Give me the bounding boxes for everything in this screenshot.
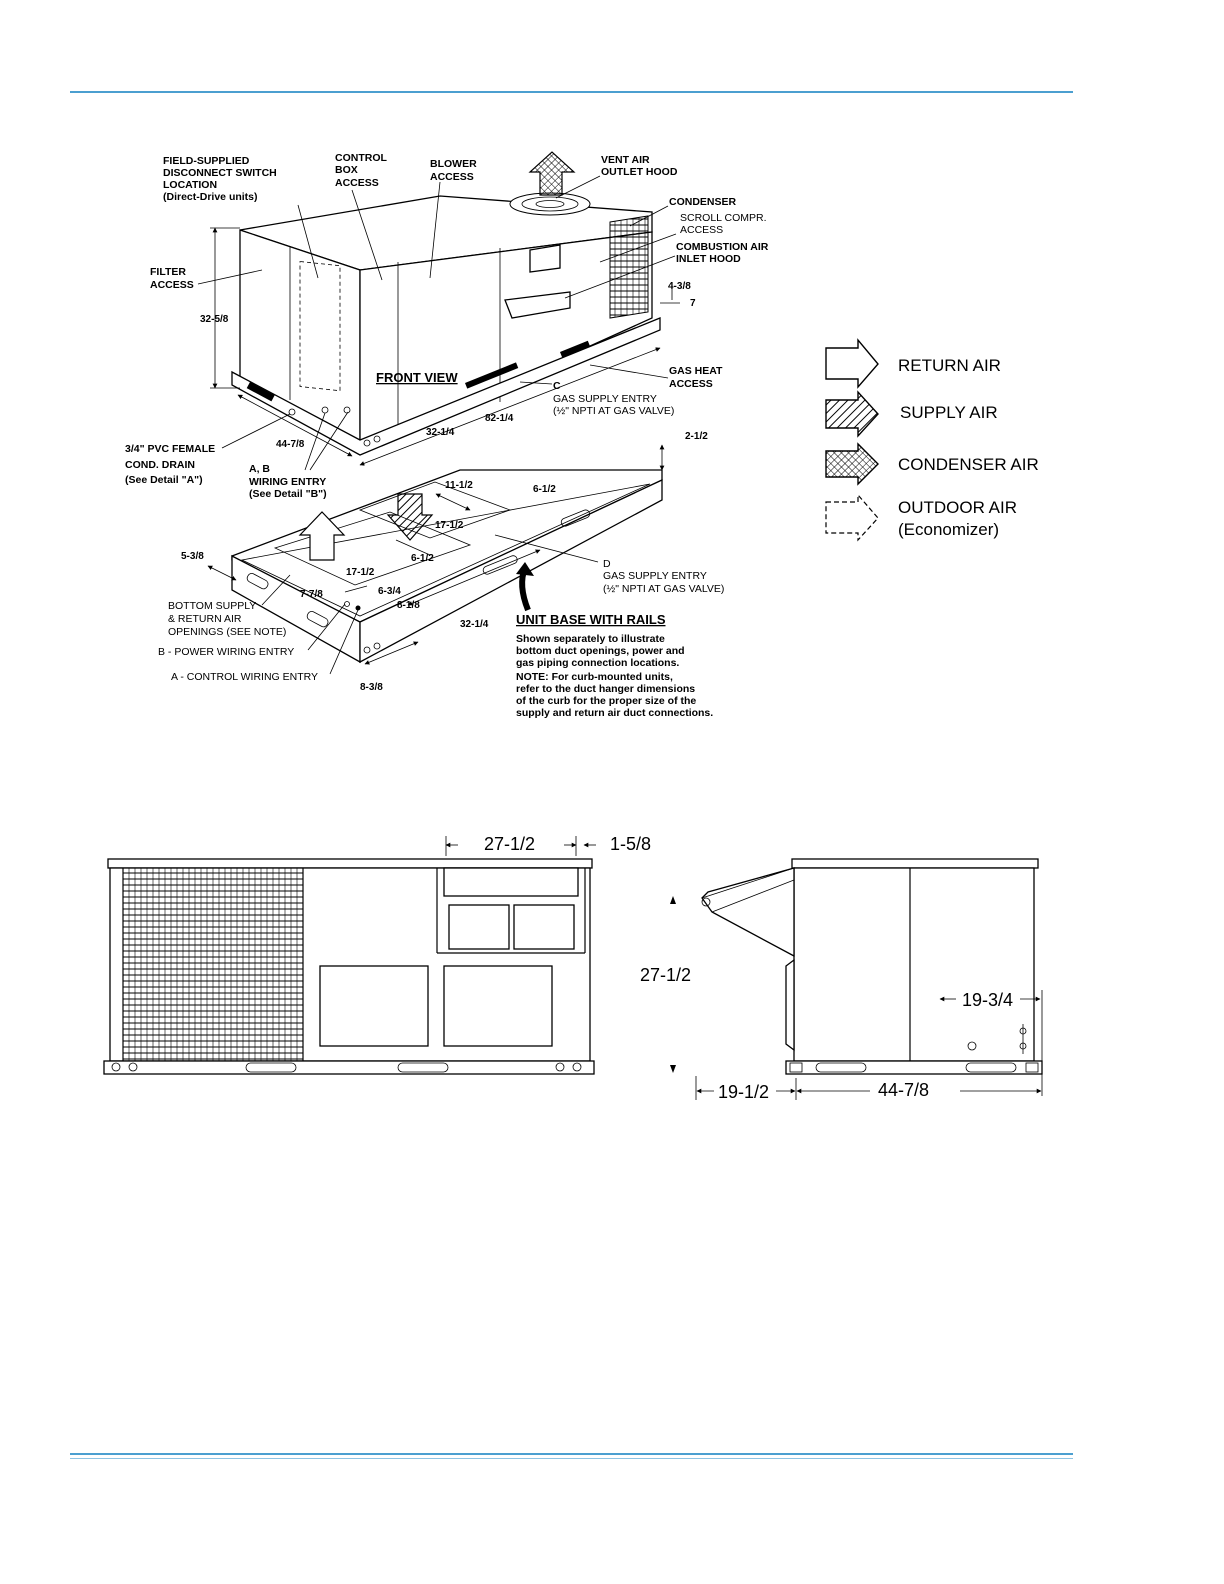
label-openings: OPENINGS (SEE NOTE): [168, 626, 287, 638]
label-vent-air: VENT AIR: [601, 154, 650, 166]
label-npt-d: (½" NPTI AT GAS VALVE): [603, 583, 725, 595]
dim-side-19-1-2: 19-1/2: [718, 1082, 770, 1102]
label-field-supplied: FIELD-SUPPLIED: [163, 155, 250, 167]
dim-7: 7: [690, 298, 696, 309]
label-cond-drain: COND. DRAIN: [125, 459, 195, 471]
label-combustion-air: COMBUSTION AIR: [676, 241, 769, 253]
note-line-3: gas piping connection locations.: [516, 657, 680, 669]
dim-6-1-2-a: 6-1/2: [533, 484, 556, 495]
condenser-air-arrow-icon: [826, 444, 878, 484]
dim-2-1-2: 2-1/2: [685, 431, 708, 442]
dim-6-1-2-b: 6-1/2: [411, 553, 434, 564]
label-filter: FILTER: [150, 266, 186, 278]
dim-17-1-2-a: 17-1/2: [435, 520, 464, 531]
label-control-wiring: A - CONTROL WIRING ENTRY: [171, 671, 319, 683]
legend-economizer: (Economizer): [898, 520, 1000, 539]
label-control: CONTROL: [335, 152, 387, 164]
note-line-2: bottom duct openings, power and: [516, 645, 685, 657]
label-unit-base: UNIT BASE WITH RAILS: [516, 612, 666, 627]
return-air-arrow-icon: [826, 340, 878, 387]
label-blower-access: ACCESS: [430, 171, 474, 183]
label-c: C: [553, 380, 561, 392]
label-outlet-hood: OUTLET HOOD: [601, 166, 678, 178]
supply-air-arrow-icon: [826, 392, 878, 436]
airflow-legend: [826, 340, 1039, 540]
label-filter-access: ACCESS: [150, 279, 194, 291]
label-pvc-drain: 3/4" PVC FEMALE: [125, 443, 216, 455]
label-blower: BLOWER: [430, 158, 477, 170]
dim-44-7-8: 44-7/8: [276, 439, 305, 450]
dim-32-1-4-b: 32-1/4: [460, 619, 489, 630]
dim-8-3-8: 8-3/8: [360, 682, 383, 693]
label-wiring-entry: WIRING ENTRY: [249, 476, 327, 488]
label-inlet-hood: INLET HOOD: [676, 253, 741, 265]
side-elevation-drawing: [640, 859, 1042, 1102]
dim-side-27-1-2: 27-1/2: [640, 965, 692, 985]
note-line-1: Shown separately to illustrate: [516, 633, 665, 645]
label-box: BOX: [335, 164, 358, 176]
label-see-detail-a: (See Detail "A"): [125, 474, 203, 486]
dim-front-1-5-8: 1-5/8: [610, 834, 652, 854]
label-d: D: [603, 558, 611, 570]
outdoor-air-arrow-icon: [826, 495, 878, 540]
note-line-5: refer to the duct hanger dimensions: [516, 683, 696, 695]
dim-8-1-8: 8-1/8: [397, 600, 420, 611]
label-direct-drive: (Direct-Drive units): [163, 191, 258, 203]
dim-4-3-8: 4-3/8: [668, 281, 691, 292]
label-scroll-compr: SCROLL COMPR.: [680, 212, 767, 224]
label-front-view: FRONT VIEW: [376, 370, 458, 385]
label-gas-supply-c: GAS SUPPLY ENTRY: [553, 393, 657, 405]
dim-32-5-8: 32-5/8: [200, 314, 229, 325]
dim-7-7-8: 7-7/8: [300, 589, 323, 600]
legend-return-air: RETURN AIR: [898, 356, 1001, 375]
label-location: LOCATION: [163, 179, 218, 191]
dim-17-1-2-b: 17-1/2: [346, 567, 375, 578]
legend-outdoor-air: OUTDOOR AIR: [898, 498, 1018, 517]
dim-side-19-3-4: 19-3/4: [962, 990, 1014, 1010]
label-return-air: & RETURN AIR: [168, 613, 242, 625]
label-scroll-access: ACCESS: [680, 224, 724, 236]
label-see-detail-b: (See Detail "B"): [249, 488, 327, 500]
label-ab: A, B: [249, 463, 270, 475]
label-bottom-supply: BOTTOM SUPPLY: [168, 600, 257, 612]
label-disconnect-switch: DISCONNECT SWITCH: [163, 167, 277, 179]
front-elevation-drawing: [104, 834, 651, 1074]
label-power-wiring: B - POWER WIRING ENTRY: [158, 646, 295, 658]
dim-11-1-2: 11-1/2: [445, 480, 473, 491]
label-gas-heat: GAS HEAT: [669, 365, 723, 377]
dim-5-3-8: 5-3/8: [181, 551, 204, 562]
dim-side-44-7-8: 44-7/8: [878, 1080, 930, 1100]
dim-6-3-4: 6-3/4: [378, 586, 401, 597]
legend-condenser-air: CONDENSER AIR: [898, 455, 1039, 474]
label-npt-c: (½" NPTI AT GAS VALVE): [553, 405, 675, 417]
note-line-7: supply and return air duct connections.: [516, 707, 714, 719]
dim-82-1-4: 82-1/4: [485, 413, 514, 424]
label-control-access: ACCESS: [335, 177, 379, 189]
legend-supply-air: SUPPLY AIR: [900, 403, 998, 422]
dim-front-27-1-2: 27-1/2: [484, 834, 536, 854]
dim-32-1-4: 32-1/4: [426, 427, 455, 438]
label-condenser: CONDENSER: [669, 196, 737, 208]
note-line-4: NOTE: For curb-mounted units,: [516, 671, 673, 683]
label-gas-supply-d: GAS SUPPLY ENTRY: [603, 570, 707, 582]
label-gas-heat-access: ACCESS: [669, 378, 713, 390]
note-line-6: of the curb for the proper size of the: [516, 695, 697, 707]
